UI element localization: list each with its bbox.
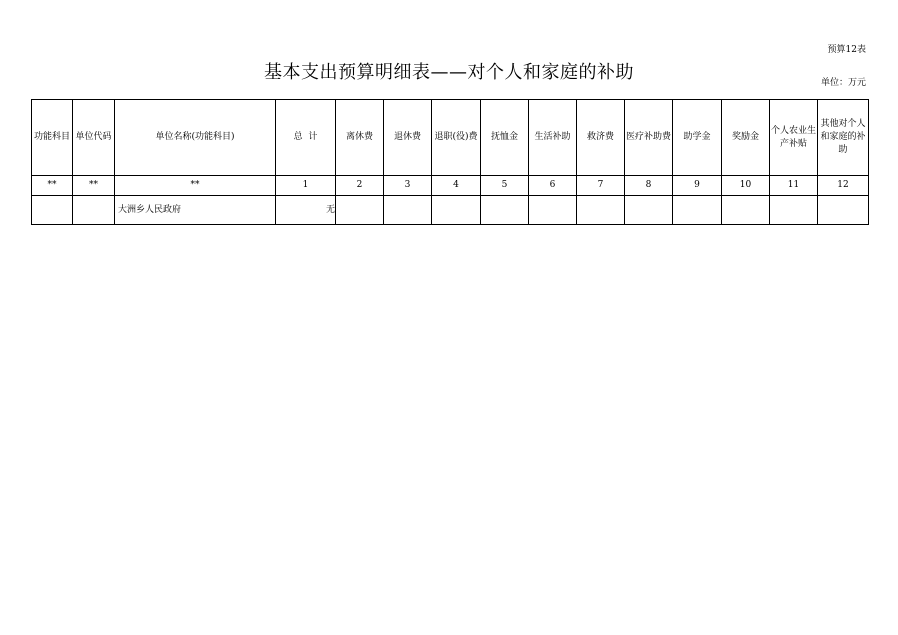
- col-header-total: 总 计: [276, 100, 336, 176]
- index-cell: **: [115, 176, 276, 196]
- index-cell: 2: [336, 176, 384, 196]
- col-header-relief: 救济费: [577, 100, 625, 176]
- col-header-pension: 抚恤金: [481, 100, 529, 176]
- value-cell: [384, 196, 432, 225]
- unit-name-cell: 大洲乡人民政府: [115, 196, 276, 225]
- value-cell: [673, 196, 722, 225]
- index-cell: 3: [384, 176, 432, 196]
- value-cell: [336, 196, 384, 225]
- header-row: [32, 100, 869, 176]
- func-code-cell: [32, 196, 73, 225]
- value-cell: [432, 196, 481, 225]
- index-cell: 12: [818, 176, 869, 196]
- value-cell: [577, 196, 625, 225]
- page-title: 基本支出预算明细表——对个人和家庭的补助: [264, 62, 634, 83]
- value-cell: [722, 196, 770, 225]
- col-header-function-subject: 功能科目: [32, 100, 73, 176]
- index-cell: 9: [673, 176, 722, 196]
- unit-label: 单位：万元: [820, 78, 866, 88]
- col-header-unit-name: 单位名称(功能科目): [115, 100, 276, 176]
- col-header-medical-subsidy: 医疗补助费: [625, 100, 673, 176]
- value-cell: [481, 196, 529, 225]
- index-cell: **: [32, 176, 73, 196]
- index-cell: 11: [770, 176, 818, 196]
- index-cell: 8: [625, 176, 673, 196]
- col-header-unit-code: 单位代码: [73, 100, 115, 176]
- col-header-farming-subsidy: 个人农业生产补贴: [770, 100, 818, 176]
- index-cell: **: [73, 176, 115, 196]
- index-cell: 7: [577, 176, 625, 196]
- index-cell: 6: [529, 176, 577, 196]
- value-cell: [818, 196, 869, 225]
- col-header-living-subsidy: 生活补助: [529, 100, 577, 176]
- col-header-retirement-cadre: 离休费: [336, 100, 384, 176]
- budget-table: [31, 99, 869, 225]
- value-cell: [770, 196, 818, 225]
- value-cell: [625, 196, 673, 225]
- col-header-scholarship: 助学金: [673, 100, 722, 176]
- index-cell: 5: [481, 176, 529, 196]
- col-header-resignation: 退职(役)费: [432, 100, 481, 176]
- index-row: [32, 176, 869, 196]
- total-cell: 无: [276, 196, 336, 225]
- index-cell: 1: [276, 176, 336, 196]
- col-header-retirement: 退休费: [384, 100, 432, 176]
- col-header-other-subsidy: 其他对个人和家庭的补助: [818, 100, 869, 176]
- index-cell: 10: [722, 176, 770, 196]
- form-number: 预算12表: [827, 45, 866, 55]
- col-header-bonus: 奖励金: [722, 100, 770, 176]
- table-row: [32, 196, 869, 225]
- value-cell: [529, 196, 577, 225]
- unit-code-cell: [73, 196, 115, 225]
- index-cell: 4: [432, 176, 481, 196]
